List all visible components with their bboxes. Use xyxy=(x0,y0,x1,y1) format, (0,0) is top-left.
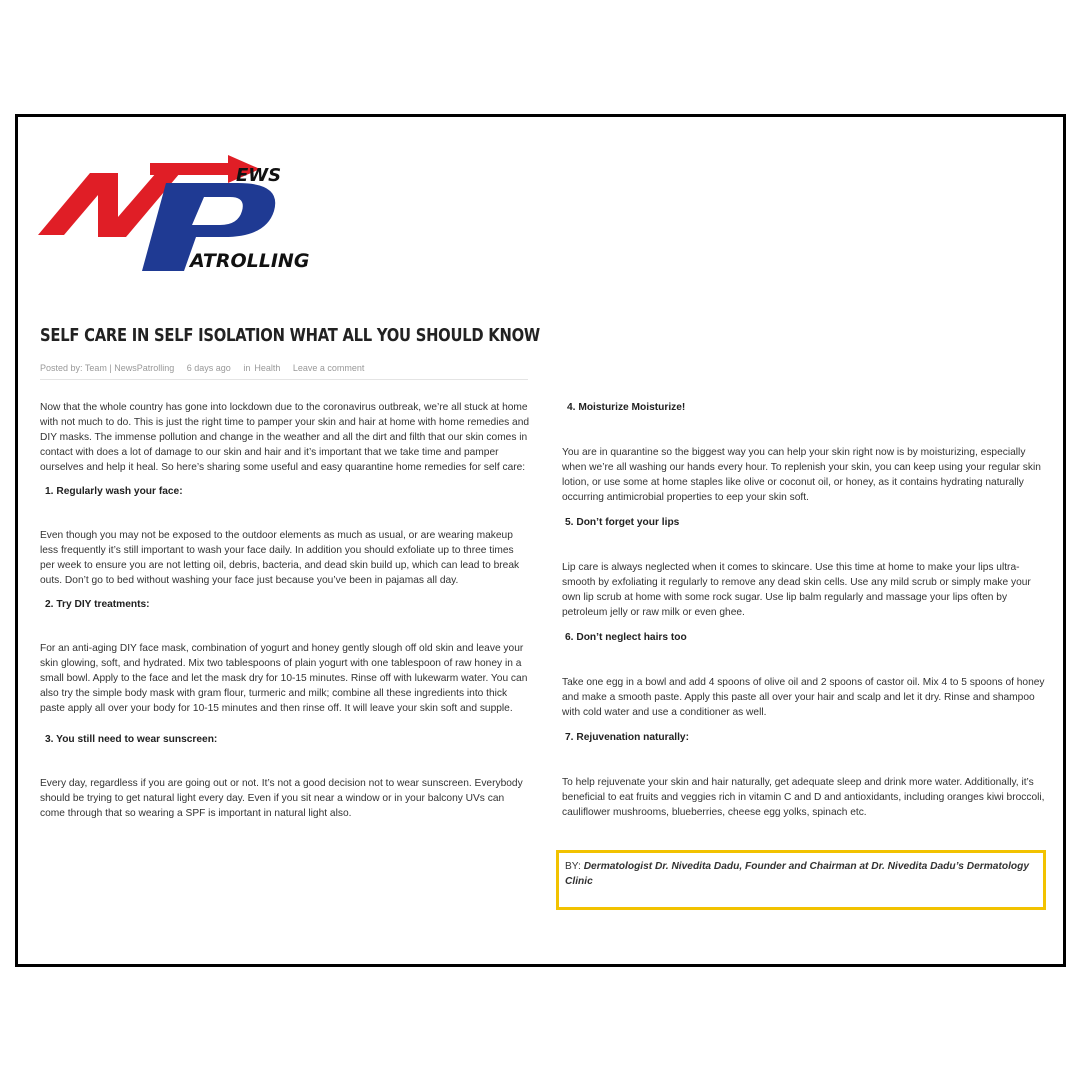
section-body-7: To help rejuvenate your skin and hair naturally, get adequate sleep and drink more water. Additionally, it’s beneficial to eat fruits and veggies rich in vitamin C and D and antioxidants, including oranges kiwi broccoli, cauliflower mushrooms, blueberries, cheese egg yolks, spinach etc. xyxy=(562,777,1045,818)
article-frame xyxy=(15,114,1066,967)
section-heading-3: 3. You still need to wear sunscreen: xyxy=(45,734,218,745)
meta-divider xyxy=(40,379,528,380)
logo-text-atrolling: ATROLLING xyxy=(190,250,310,272)
post-time: 6 days ago xyxy=(186,363,231,373)
section-heading-5: 5. Don’t forget your lips xyxy=(565,517,680,528)
right-column xyxy=(562,400,1052,820)
section-body-6: Take one egg in a bowl and add 4 spoons of olive oil and 2 spoons of castor oil. Mix 4 to 5 spoons of honey and make a smooth paste. Apply this paste all over your hair and scalp and let it dry. Rinse and shampoo with cold water and use a conditioner as well. xyxy=(562,677,1045,718)
section-heading-2: 2. Try DIY treatments: xyxy=(45,599,150,610)
section-heading-7: 7. Rejuvenation naturally: xyxy=(565,732,689,743)
section-heading-4: 4. Moisturize Moisturize! xyxy=(567,402,686,413)
section-body-4: You are in quarantine so the biggest way you can help your skin right now is by moisturizing, especially when we’re all washing our hands every hour. To replenish your skin, you can keep using your regular skin lotion, or use some at home staples like olive or coconut oil, or honey, as it contains hydrating naturally occurring antimicrobial properties to eep your skin soft. xyxy=(562,447,1041,503)
section-body-3: Every day, regardless if you are going out or not. It’s not a good decision not to wear sunscreen. Everybody should be trying to get natural light every day. Even if you sit near a window or in your balcony UVs can come through that so wearing a SPF is important in natural light also. xyxy=(40,778,523,819)
post-meta xyxy=(40,363,374,373)
article-title: SELF CARE IN SELF ISOLATION WHAT ALL YOU SHOULD KNOW xyxy=(40,325,540,346)
section-heading-1: 1. Regularly wash your face: xyxy=(45,486,183,497)
leave-comment-link[interactable]: Leave a comment xyxy=(292,363,365,373)
category-link[interactable]: Health xyxy=(254,363,281,373)
byline-author: Dermatologist Dr. Nivedita Dadu, Founder and Chairman at Dr. Nivedita Dadu’s Dermatology Clinic xyxy=(565,861,1030,887)
intro-paragraph: Now that the whole country has gone into lockdown due to the coronavirus outbreak, we’re all stuck at home with not much to do. This is just the right time to pamper your skin and hair at home with home remedies and DIY masks. The immense pollution and change in the weather and all the dirt and filth that our skin comes in contact with does a lot of damage to our skin and hair and it’s important that we take time and pamper ourselves and help it heal. So here’s sharing some useful and easy quarantine home remedies for self care: xyxy=(40,402,530,473)
logo-text-ews: EWS xyxy=(236,165,282,186)
section-body-2: For an anti-aging DIY face mask, combination of yogurt and honey gently slough off old skin and leave your skin glowing, soft, and hydrated. Mix two tablespoons of plain yogurt with one tablespoon of raw honey in a small bowl. Apply to the face and let the mask dry for 10-15 minutes. Rinse off with lukewarm water. You can also try the simple body mask with gram flour, turmeric and milk; combine all these ingredients into thick paste apply all over your body for 10-15 minutes and then rinse off. It will leave your skin soft and supple. xyxy=(40,643,528,714)
newspatrolling-logo xyxy=(38,145,318,275)
in-label: in xyxy=(243,363,251,373)
byline-label: BY: xyxy=(565,861,581,872)
section-heading-6: 6. Don’t neglect hairs too xyxy=(565,632,687,643)
section-body-1: Even though you may not be exposed to the outdoor elements as much as usual, or are wearing makeup less frequently it’s still important to wash your face daily. In addition you should exfoliate up to three times per week to ensure you are not letting oil, debris, bacteria, and dead skin build up, which can lead to break outs. Don’t go to bed without washing your face just because you’ve been in pajamas all day. xyxy=(40,530,520,586)
left-column xyxy=(40,400,530,821)
posted-by: Posted by: Team | NewsPatrolling xyxy=(40,363,175,373)
section-body-5: Lip care is always neglected when it comes to skincare. Use this time at home to make your lips ultra-smooth by exfoliating it regularly to remove any dead skin cells. Use any mild scrub or simply make your own lip scrub at home with some rock sugar. Use lip balm regularly and massage your lips often by petroleum jelly or raw milk or even ghee. xyxy=(562,562,1031,618)
author-byline-box xyxy=(556,850,1046,910)
